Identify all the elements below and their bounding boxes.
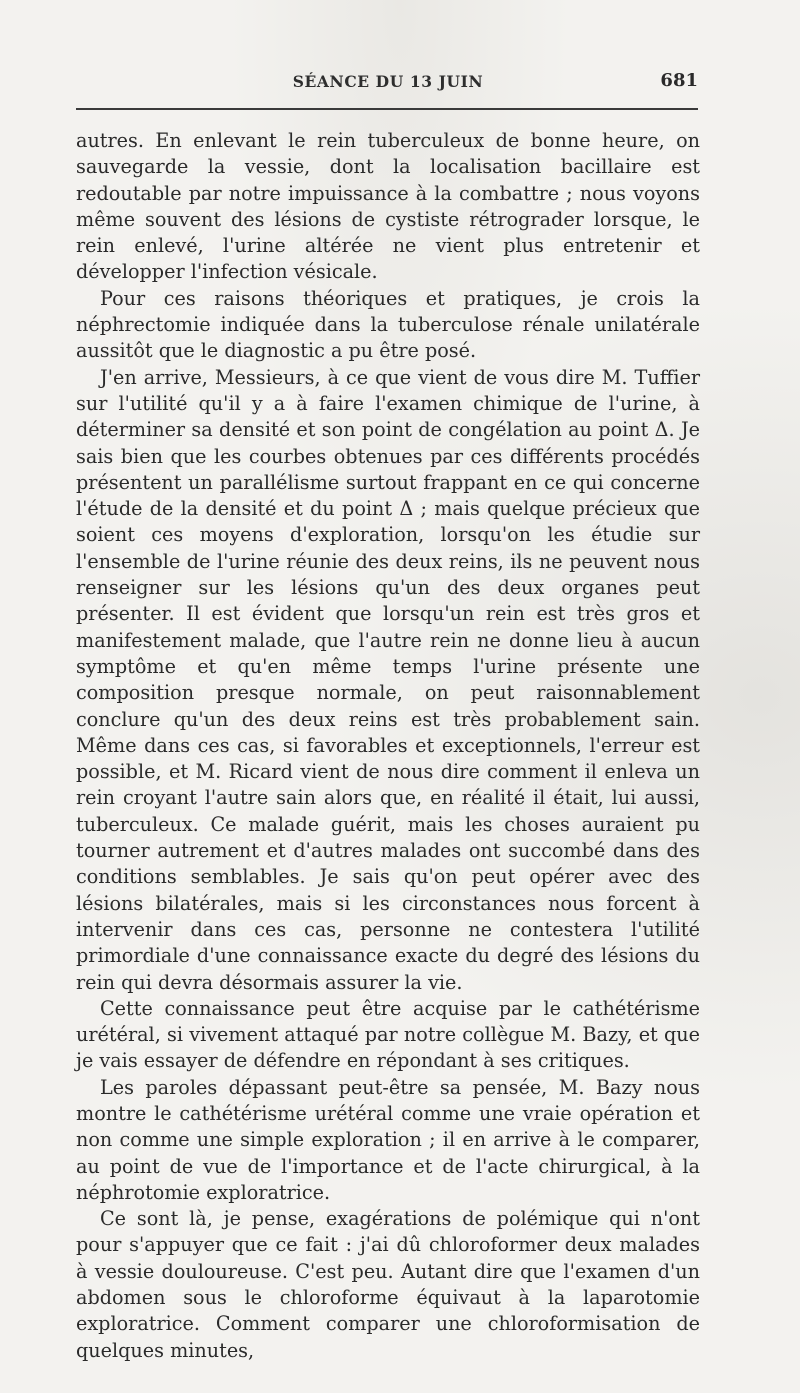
paragraph-2: Pour ces raisons théoriques et pratiques, je crois la néphrectomie indiquée dans la tuberculose rénale unilatérale aussitôt que le diagnostic a pu être posé. bbox=[76, 286, 700, 363]
section-title: SÉANCE DU 13 JUIN bbox=[292, 72, 484, 91]
paragraph-5: Les paroles dépassant peut-être sa pensée, M. Bazy nous montre le cathétérisme urétéral comme une vraie opération et non comme une simple exploration ; il en arrive à le comparer, au point de vue de l'importance et de l'acte chirurgical, à la néphrotomie exploratrice. bbox=[76, 1075, 700, 1204]
paragraph-3: J'en arrive, Messieurs, à ce que vient de vous dire M. Tuffier sur l'utilité qu'il y a à faire l'examen chimique de l'urine, à déterminer sa densité et son point de congélation au point Δ. Je sais bien que les courbes obtenues par ces différents procédés présentent un parallélisme surtout frappant en ce qui concerne l'étude de la densité et du point Δ ; mais quelque précieux que soient ces moyens d'exploration, lorsqu'on les étudie sur l'ensemble de l'urine réunie des deux reins, ils ne peuvent nous renseigner sur les lésions qu'un des deux organes peut présenter. Il est évident que lorsqu'un rein est très gros et manifestement malade, que l'autre rein ne donne lieu à aucun symptôme et qu'en même temps l'urine présente une composition presque normale, on peut raisonnablement conclure qu'un des deux reins est très probablement sain. Même dans ces cas, si favorables et exceptionnels, l'erreur est possible, et M. Ricard vient de nous dire comment il enleva un rein croyant l'autre sain alors que, en réalité il était, lui aussi, tuberculeux. Ce malade guérit, mais les choses auraient pu tourner autrement et d'autres malades ont succombé dans des conditions semblables. Je sais qu'on peut opérer avec des lésions bilatérales, mais si les circonstances nous forcent à intervenir dans ces cas, personne ne contestera l'utilité primordiale d'une connaissance exacte du degré des lésions du rein qui devra désormais assurer la vie. bbox=[76, 365, 700, 994]
page-number: 681 bbox=[660, 70, 698, 91]
paragraph-1: autres. En enlevant le rein tuberculeux de bonne heure, on sauvegarde la vessie, dont la localisation bacillaire est redoutable par notre impuissance à la combattre ; nous voyons même souvent des lésions de cystiste rétrograder lorsque, le rein enlevé, l'urine altérée ne vient plus entretenir et développer l'infection vésicale. bbox=[76, 129, 700, 284]
running-header bbox=[76, 70, 700, 98]
header-divider bbox=[76, 108, 698, 110]
paragraph-4: Cette connaissance peut être acquise par le cathétérisme urétéral, si vivement attaqué par notre collègue M. Bazy, et que je vais essayer de défendre en répondant à ses critiques. bbox=[76, 996, 700, 1073]
paragraph-6: Ce sont là, je pense, exagérations de polémique qui n'ont pour s'appuyer que ce fait : j'ai dû chloroformer deux malades à vessie douloureuse. C'est peu. Autant dire que l'examen d'un abdomen sous le chloroforme équivaut à la laparotomie exploratrice. Comment comparer une chloroformisation de quelques minutes, bbox=[76, 1207, 700, 1362]
body-text bbox=[76, 128, 700, 1364]
